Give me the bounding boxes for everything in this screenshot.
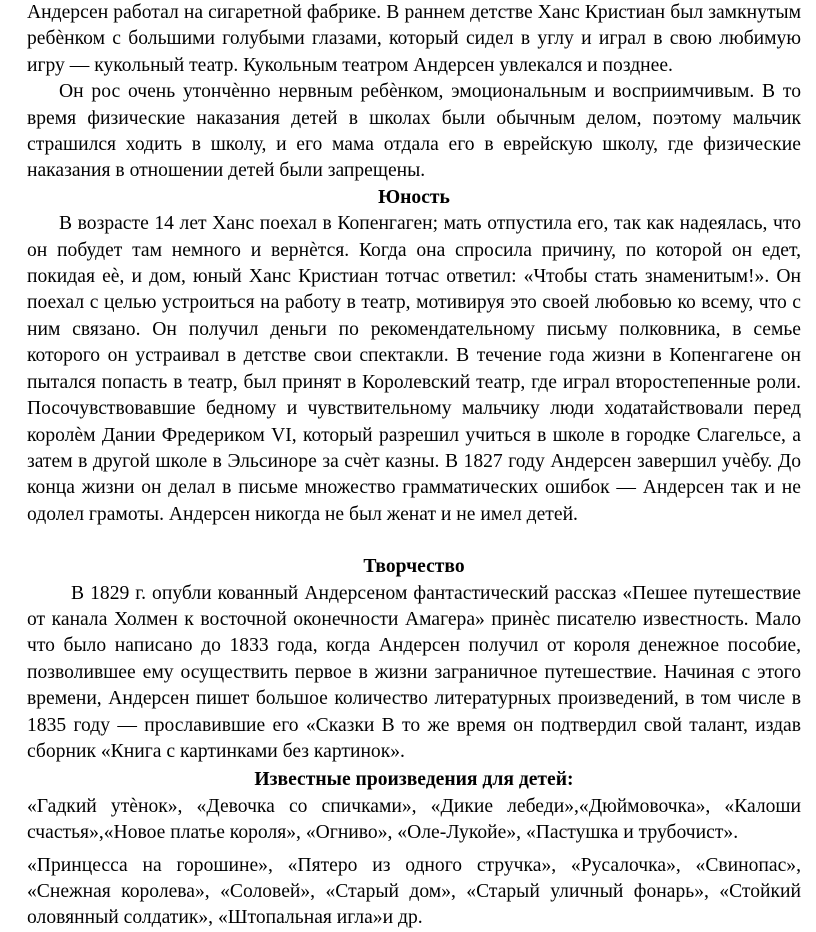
youth-heading: Юность — [378, 186, 450, 208]
works-heading: Известные произведения для детей: — [254, 769, 574, 791]
youth-paragraph: В возрасте 14 лет Ханс поехал в Копенгаген; мать отпустила его, так как надеялась, что он побудет там немного и вернѐтся. Когда она спросила причину, по которой он едет, покидая еѐ, и дом, юный Ханс Кристиан тотчас ответил: «Чтобы стать знаменитым!». Он поехал с целью устроиться на работу в театр, мотивируя это своей любовью ко всему, что с ним связано. Он получил деньги по рекомендательному письму полковника, в семье которого он устраивал в детстве свои спектакли. В течение года жизни в Копенгагене он пытался попасть в театр, был принят в Королевский театр, где играл второстепенные роли. Посочувствовавшие бедному и чувствительному мальчику люди ходатайствовали перед королѐм Дании Фредериком VI, который разрешил учиться в школе в городке Слагельсе, а затем в другой школе в Эльсиноре за счѐт казны. В 1827 году Андерсен завершил учѐбу. До конца жизни он делал в письме множество грамматических ошибок — Андерсен так и не одолел грамоты. Андерсен никогда не был женат и не имел детей. — [27, 213, 801, 525]
works-list-2: «Принцесса на горошине», «Пятеро из одного стручка», «Русалочка», «Свинопас», «Снежная королева», «Соловей», «Старый дом», «Старый уличный фонарь», «Стойкий оловянный солдатик», «Штопальная игла»и др. — [27, 854, 801, 929]
intro-paragraph-1: Андерсен работал на сигаретной фабрике. В раннем детстве Ханс Кристиан был замкнутым ребѐнком с большими голубыми глазами, который сидел в углу и играл в свою любимую игру — кукольный театр. Кукольным театром Андерсен увлекался и позднее. — [27, 2, 801, 76]
creativity-paragraph: В 1829 г. опубли кованный Андерсеном фантастический рассказ «Пешее путешествие от канала Холмен к восточной оконечности Амагера» принѐс писателю известность. Мало что было написано до 1833 года, когда Андерсен получил от короля денежное пособие, позволившее ему осуществить первое в жизни заграничное путешествие. Начиная с этого времени, Андерсен пишет большое количество литературных произведений, в том числе в 1835 году — прославившие его «Сказки В то же время он подтвердил свой талант, издав сборник «Книга с картинками без картинок». — [27, 582, 801, 762]
creativity-heading: Творчество — [363, 556, 465, 578]
spacer — [27, 528, 801, 554]
works-list-1: «Гадкий утѐнок», «Девочка со спичками», «Дикие лебеди»,«Дюймовочка», «Калоши счастья»,«Новое платье короля», «Огниво», «Оле-Лукойе», «Пастушка и трубочист». — [27, 795, 801, 844]
intro-paragraph-2: Он рос очень утончѐнно нервным ребѐнком, эмоциональным и восприимчивым. В то время физические наказания детей в школах были обычным делом, поэтому мальчик страшился ходить в школу, и его мама отдала его в еврейскую школу, где физические наказания в отношении детей были запрещены. — [27, 81, 801, 182]
